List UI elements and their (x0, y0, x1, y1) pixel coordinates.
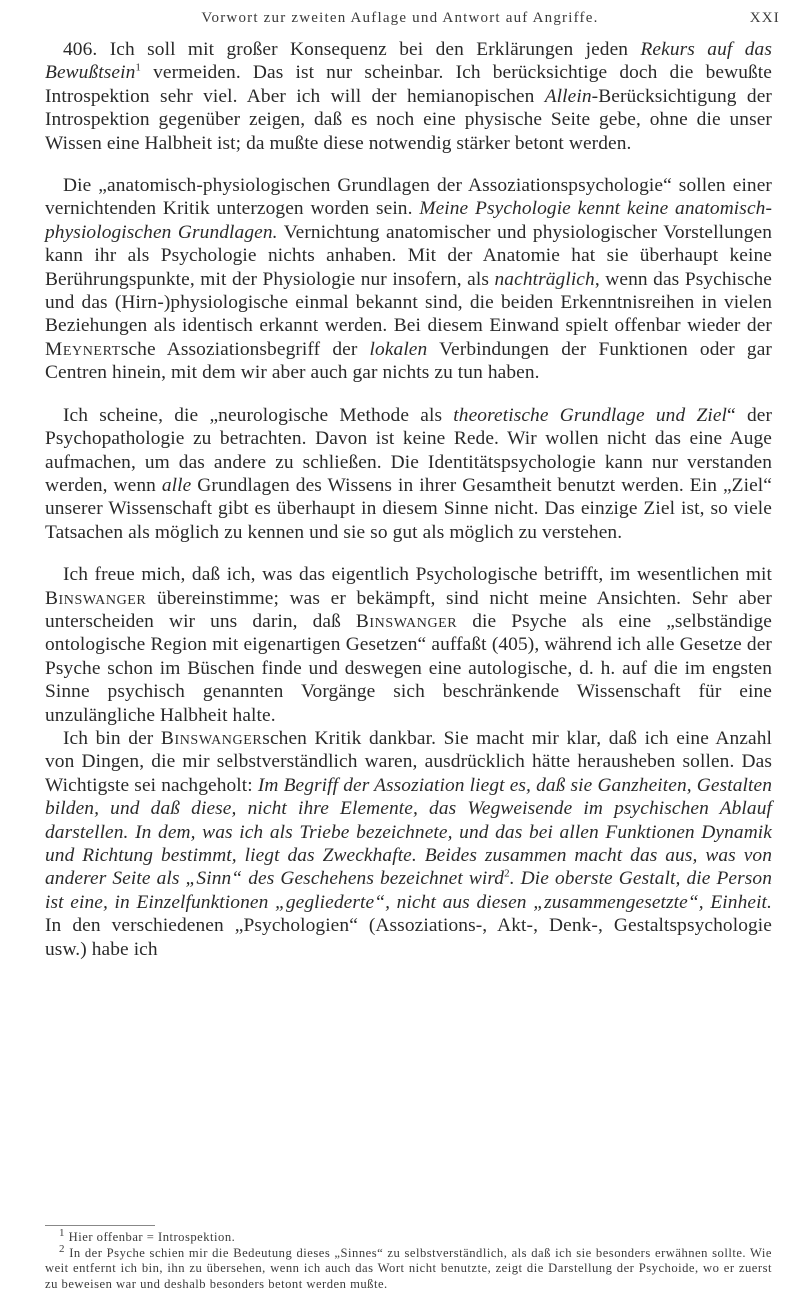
text-run: Grundlagen des Wissens in ihrer Gesamtheit benutzt werden. Ein „Ziel“ unserer Wissenschaft gibt es überhaupt in diesem Sinne nicht. Das einzige Ziel ist, so viele Tatsachen als möglich zu kennen und sie so gut als möglich zu verstehen. (45, 474, 772, 543)
text-run: Vernichtung anatomischer und physiologischer Vorstellungen kann ihr als Psychologie nichts anhaben. Mit der Anatomie hat sie überhaupt keine Berührungspunkte, mit der Physiologie nur insofern, als (45, 221, 772, 290)
emphasis: Meine Psychologie kennt keine anatomisch-physiologischen Grundlagen. (45, 198, 773, 243)
footnote-1 (45, 1226, 772, 1246)
footnote-text: Hier offenbar = Introspektion. (65, 1230, 236, 1244)
author-name: Binswanger (45, 587, 147, 609)
running-title: Vorwort zur zweiten Auflage und Antwort auf Angriffe. (201, 10, 599, 26)
text-run: vermeiden. Das ist nur scheinbar. Ich berücksichtige doch die bewußte Introspektion sehr viel. Aber ich will der hemianopischen (45, 62, 772, 107)
paragraph-neurology (45, 404, 772, 544)
emphasis: Allein (544, 85, 592, 107)
emphasis: theoretische Grundlage und Ziel (453, 404, 728, 426)
text-run: Ich freue mich, daß ich, was das eigentlich Psychologische betrifft, im wesentlichen mit (63, 564, 772, 586)
text-run: sche Assoziationsbegriff der (120, 338, 370, 360)
author-name: Meynert (45, 338, 121, 360)
running-header (0, 8, 800, 34)
page-number: XXI (749, 10, 780, 26)
footnote-mark: 2 (59, 1242, 65, 1255)
emphasis: . Die oberste Gestalt, die Person ist eine, in Einzelfunktionen „gegliederte“, nicht aus diesen „zusammengesetzte“, Einheit. (45, 868, 773, 913)
author-name: Binswanger (355, 610, 458, 632)
footnote-mark: 1 (59, 1226, 65, 1239)
text-run: Ich scheine, die „neurologische Methode als (63, 404, 454, 426)
paragraph-binswanger (45, 563, 772, 727)
text-run: 406. Ich soll mit großer Konsequenz bei den Erklärungen jeden (63, 39, 641, 60)
text-run: Ich bin der (63, 727, 161, 749)
footnotes (45, 1226, 772, 1292)
text-run: “ der Psychopathologie zu betrachten. Davon ist keine Rede. Wir wollen nicht das eine Auge aufmachen, um das andere zu schließen. Die Identitätspsychologie kann nur verstanden werden, wenn (45, 404, 772, 496)
paragraph-critique (45, 727, 772, 961)
emphasis: nachträglich (494, 268, 595, 290)
emphasis: lokalen (369, 338, 428, 360)
text-run: -Berücksichtigung der Introspektion gegenüber zeigen, daß es noch eine physische Seite gebe, ohne die unser Wissen eine Halbheit ist; da mußte diese notwendig stärker betont werden. (45, 85, 772, 154)
text-run: In den verschiedenen „Psychologien“ (Assoziations-, Akt-, Denk-, Gestaltspsychologie usw.) habe ich (45, 915, 772, 960)
footnote-ref: 2 (504, 867, 510, 880)
author-name: Binswanger (160, 727, 263, 749)
text-run: Die „anatomisch-physiologischen Grundlagen der Assoziationspsychologie“ sollen einer vernichtenden Kritik unterzogen worden sein. (45, 175, 772, 220)
emphasis: Rekurs auf das Bewußtsein (45, 39, 772, 84)
paragraph-406 (45, 38, 772, 155)
text-run: die Psyche als eine „selbständige ontologische Region mit eigenartigen Gesetzen“ auffaßt (405), während ich alle Gesetze der Psyche schon im Büschen finde und deswegen eine autologische, d. h. auf die im engsten Sinne psychisch genannten Vorgänge sich beschränkende Wissenschaft für eine unzulängliche Halbheit halte. (45, 610, 772, 726)
footnote-2 (45, 1242, 772, 1292)
main-text (45, 38, 772, 961)
text-run: schen Kritik dankbar. Sie macht mir klar, daß ich eine Anzahl von Dingen, die mir selbstverständlich waren, ausdrücklich hätte herausheben sollen. Das Wichtigste sei nachgeholt: (45, 727, 773, 796)
footnote-text: In der Psyche schien mir die Bedeutung dieses „Sinnes“ zu selbstverständlich, als daß ich sie besonders erwähnen sollte. Wie weit entfernt ich bin, ihn zu übersehen, wenn ich auch das Wort nicht benutzte, zeigt die Darstellung der Psychoide, wo er zuerst zu beweisen war und deshalb besonders betont werden mußte. (45, 1245, 772, 1291)
paragraph-anatomy (45, 174, 772, 385)
text-run: , wenn das Psychische und das (Hirn-)physiologische einmal bekannt sind, die beiden Erkenntnisreihen in vielen Beziehungen als identisch erkannt werden. Bei diesem Einwand spielt offenbar wieder der (45, 268, 772, 337)
text-run: übereinstimme; was er bekämpft, sind nicht meine Ansichten. Sehr aber unterscheiden wir uns darin, daß (45, 587, 772, 632)
emphasis: Im Begriff der Assoziation liegt es, daß sie Ganzheiten, Gestalten bilden, und daß diese, nicht ihre Elemente, das Wegweisende im psychischen Ablauf darstellen. In dem, was ich als Triebe bezeichnete, und das bei allen Funktionen Dynamik und Richtung bestimmt, liegt das Zweckhafte. Beides zusammen macht das aus, was von anderer Seite als „Sinn“ des Geschehens bezeichnet wird (45, 774, 772, 890)
text-run: Verbindungen der Funktionen oder gar Centren hinein, mit dem wir aber auch gar nichts zu tun haben. (45, 338, 772, 384)
emphasis: alle (161, 474, 192, 496)
footnote-ref: 1 (135, 61, 142, 74)
